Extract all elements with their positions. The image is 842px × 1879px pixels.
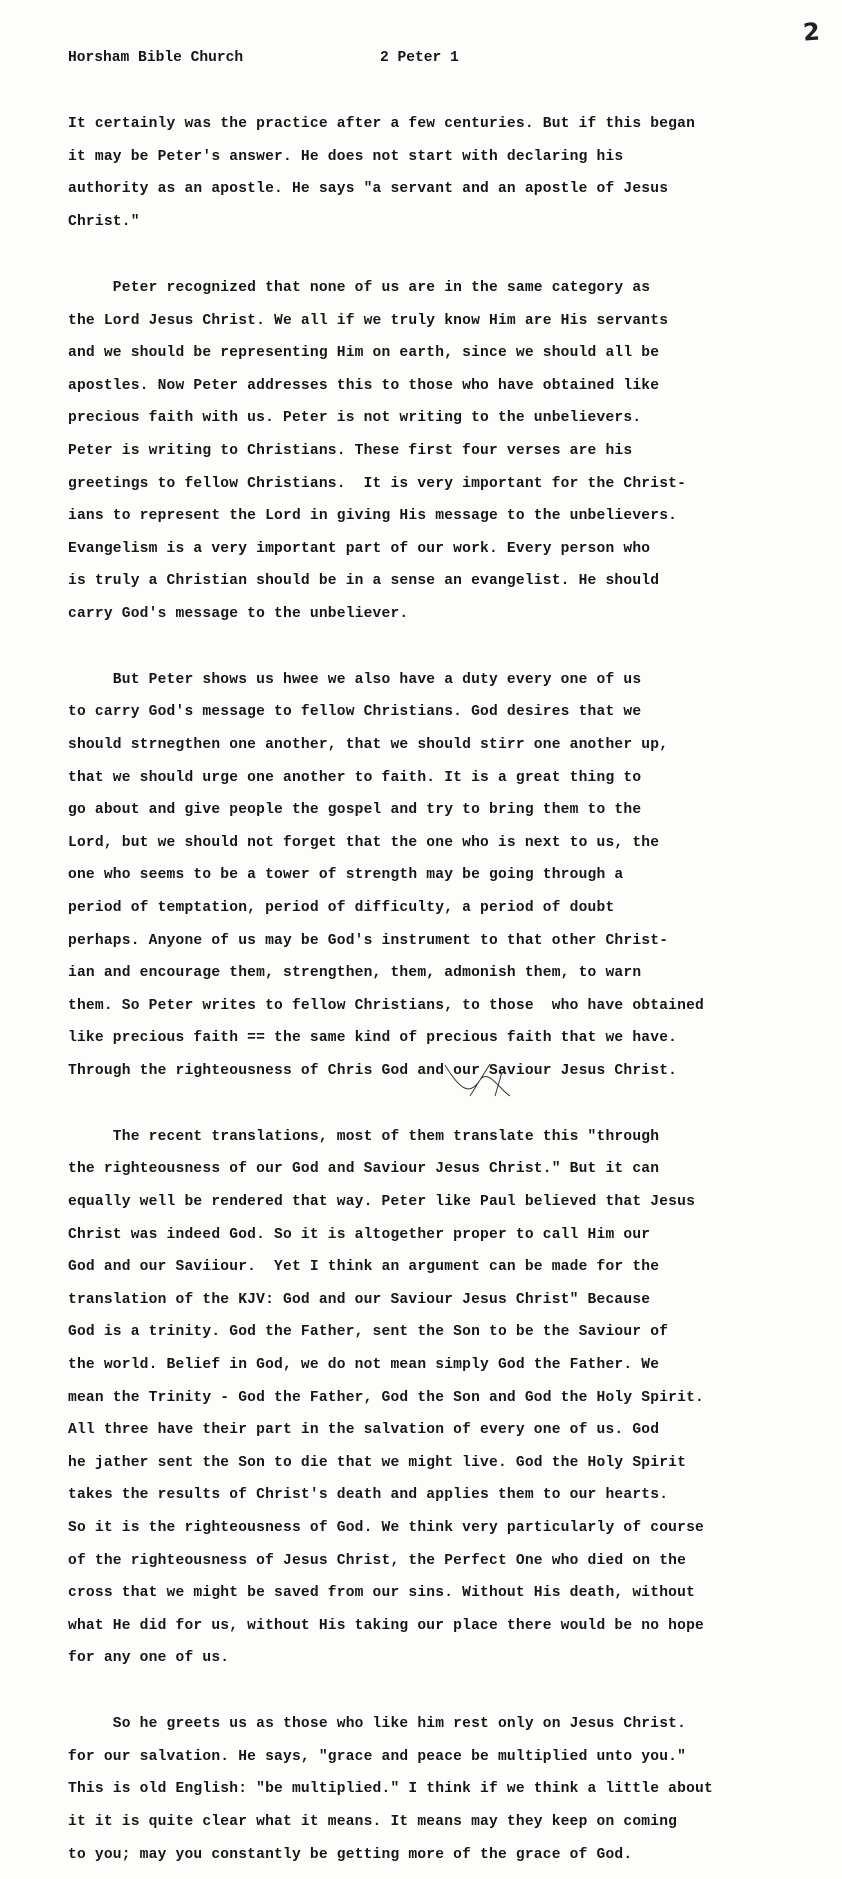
text-line: them. So Peter writes to fellow Christians, to those who have obtained [68,997,704,1014]
text-line: should strnegthen one another, that we should stirr one another up, [68,736,669,753]
text-line: period of temptation, period of difficulty, a period of doubt [68,899,615,916]
text-line: carry God's message to the unbeliever. [68,605,409,622]
text-line: All three have their part in the salvation of every one of us. God [68,1422,660,1439]
text-line: like precious faith == the same kind of precious faith that we have. [68,1030,678,1047]
text-line: the righteousness of our God and Saviour Jesus Christ." But it can [68,1161,660,1178]
text-line: that we should urge one another to faith. It is a great thing to [68,769,642,786]
sermon-body [68,100,808,1879]
text-line: Peter is writing to Christians. These first four verses are his [68,442,633,459]
text-line: perhaps. Anyone of us may be God's instrument to that other Christ- [68,932,669,949]
text-line: what He did for us, without His taking our place there would be no hope [68,1617,704,1634]
text-line: ian and encourage them, strengthen, them, admonish them, to warn [68,965,642,982]
church-name: Horsham Bible Church [68,50,244,66]
text-line: the world. Belief in God, we do not mean simply God the Father. We [68,1356,660,1373]
text-line: mean the Trinity - God the Father, God the Son and God the Holy Spirit. [68,1389,704,1406]
text-line: the Lord Jesus Christ. We all if we truly know Him are His servants [68,312,669,329]
text-line: equally well be rendered that way. Peter like Paul believed that Jesus [68,1194,696,1210]
pen-mark-icon [440,1060,520,1097]
text-line: Christ was indeed God. So it is altogether proper to call Him our [68,1226,651,1243]
text-line: So he greets us as those who like him rest only on Jesus Christ. [68,1716,687,1733]
text-line: and we should be representing Him on earth, since we should all be [68,345,660,362]
text-line: takes the results of Christ's death and applies them to our hearts. [68,1487,669,1504]
page-number: 2 [802,17,821,47]
text-line: precious faith with us. Peter is not writing to the unbelievers. [68,410,642,427]
text-line: Through the righteousness of Chris God and our Saviour Jesus Christ. [68,1062,678,1079]
text-line: This is old English: "be multiplied." I think if we think a little about [68,1781,713,1798]
text-line: The recent translations, most of them translate this "through [68,1128,660,1145]
paragraph-5 [68,1700,808,1879]
paragraph-2 [68,264,808,639]
text-line: So it is the righteousness of God. We think very particularly of course [68,1519,704,1536]
text-line: it may be Peter's answer. He does not start with declaring his [68,148,624,165]
text-line: is truly a Christian should be in a sense an evangelist. He should [68,573,660,590]
text-line: it it is quite clear what it means. It means may they keep on coming [68,1813,678,1830]
text-line: It certainly was the practice after a few centuries. But if this began [68,116,696,133]
text-line: greetings to fellow Christians. It is very important for the Christ- [68,475,687,492]
text-line: to you; may you constantly be getting more of the grace of God. [68,1846,633,1863]
text-line: to carry God's message to fellow Christians. God desires that we [68,704,642,721]
text-line: authority as an apostle. He says "a servant and an apostle of Jesus [68,181,669,198]
text-line: cross that we might be saved from our sins. Without His death, without [68,1585,696,1602]
text-line: for our salvation. He says, "grace and peace be multiplied unto you." [68,1748,687,1765]
text-line: Evangelism is a very important part of our work. Every person who [68,540,651,557]
text-line: God and our Saviiour. Yet I think an argument can be made for the [68,1259,660,1276]
text-line: apostles. Now Peter addresses this to those who have obtained like [68,377,660,394]
paragraph-4 [68,1113,808,1683]
paragraph-3 [68,656,808,1096]
text-line: God is a trinity. God the Father, sent the Son to be the Saviour of [68,1324,669,1341]
text-line: Christ." [68,214,140,231]
text-line: go about and give people the gospel and try to bring them to the [68,802,642,819]
text-line: for any one of us. [68,1650,230,1667]
text-line: one who seems to be a tower of strength may be going through a [68,867,624,884]
text-line: of the righteousness of Jesus Christ, the Perfect One who died on the [68,1552,687,1569]
scripture-reference: 2 Peter 1 [380,50,459,66]
text-line: he jather sent the Son to die that we might live. God the Holy Spirit [68,1454,687,1471]
paragraph-1 [68,100,808,247]
text-line: Lord, but we should not forget that the one who is next to us, the [68,834,660,851]
text-line: translation of the KJV: God and our Saviour Jesus Christ" Because [68,1291,651,1308]
text-line: But Peter shows us hwee we also have a duty every one of us [68,671,642,688]
text-line: Peter recognized that none of us are in the same category as [68,279,651,296]
text-line: ians to represent the Lord in giving His message to the unbelievers. [68,508,678,525]
